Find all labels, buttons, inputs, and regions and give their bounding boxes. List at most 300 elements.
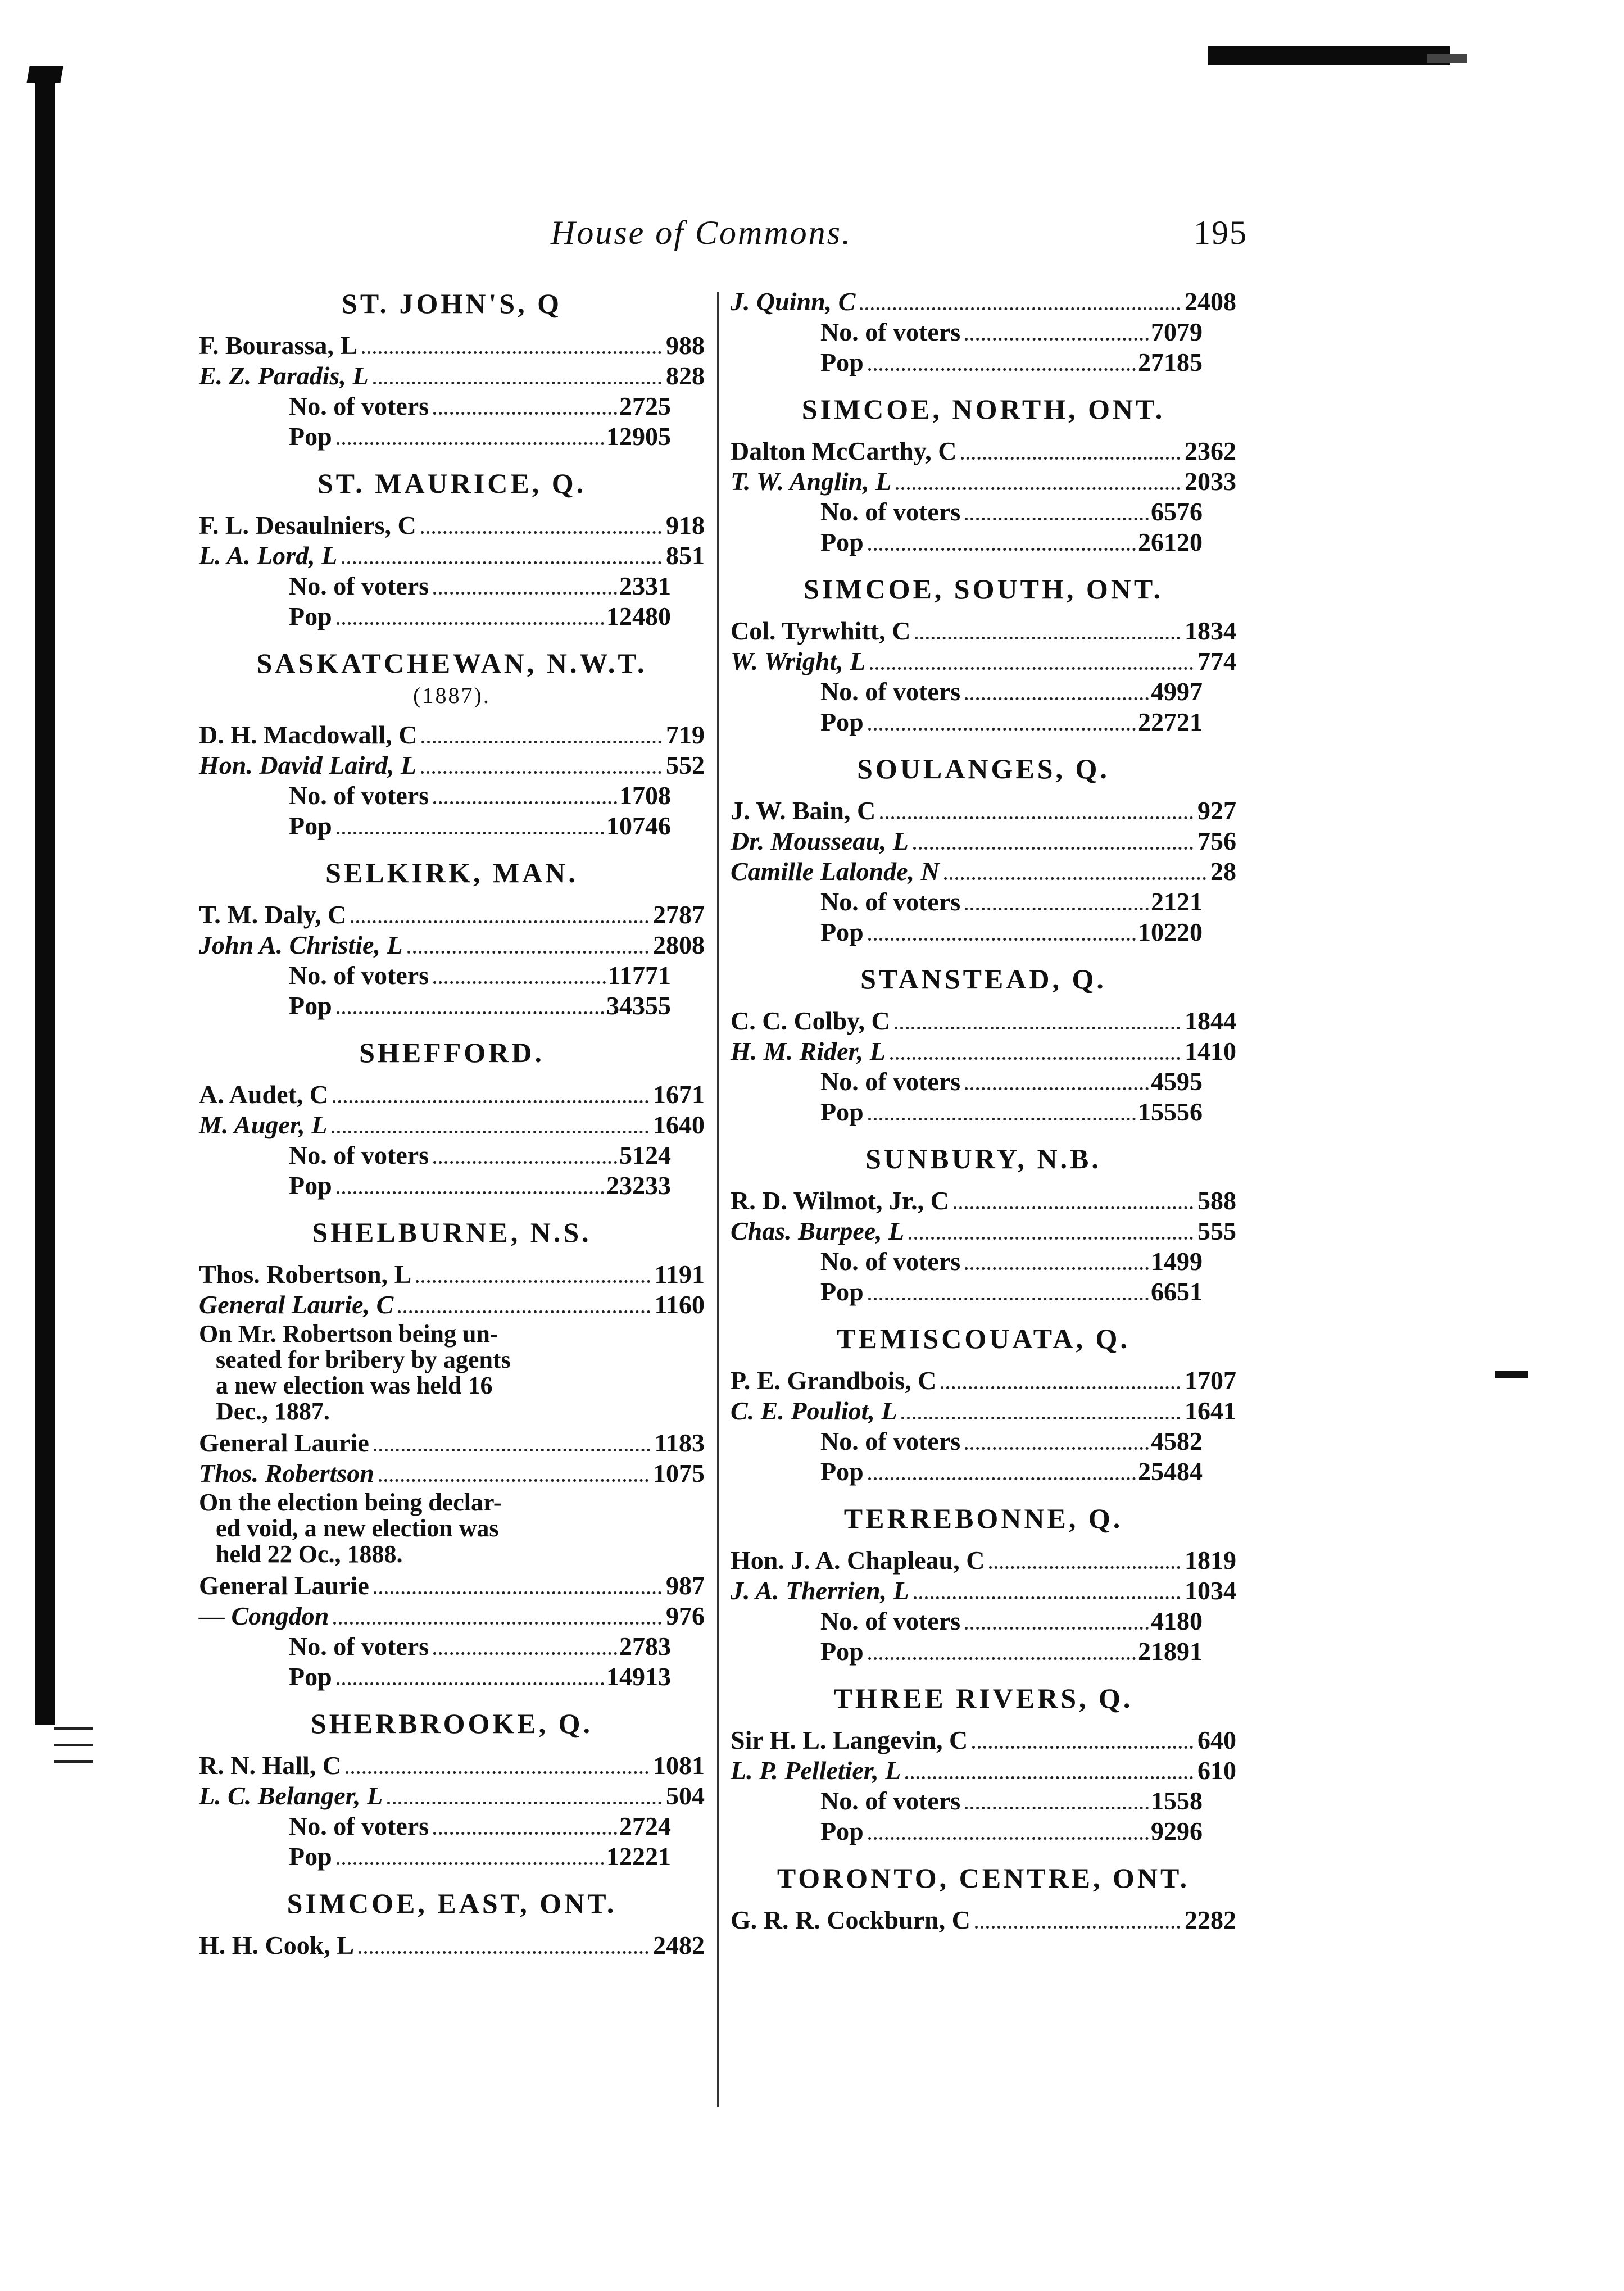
population-row: [731, 917, 1236, 947]
riding-heading: SHELBURNE, N.S.: [312, 1217, 592, 1248]
vote-count: 1191: [654, 1260, 705, 1289]
scan-artifact-bar: [1427, 54, 1467, 63]
candidate-name: Sir H. L. Langevin, C: [731, 1726, 968, 1754]
candidate-row: [199, 1750, 705, 1781]
candidate-name: Chas. Burpee, L: [731, 1217, 905, 1245]
vote-count: 14913: [606, 1662, 671, 1691]
candidate-row: [199, 1571, 705, 1601]
voters-row: [199, 960, 705, 991]
riding-heading: THREE RIVERS, Q.: [833, 1682, 1133, 1714]
vote-count: 1558: [1151, 1786, 1203, 1815]
candidate-row: [199, 1930, 705, 1961]
candidate-name: No. of voters: [820, 1067, 961, 1096]
leader-dots: [416, 1280, 650, 1283]
vote-count: 1183: [654, 1428, 705, 1457]
candidate-name: No. of voters: [820, 887, 961, 916]
candidate-name: L. A. Lord, L: [199, 541, 338, 570]
candidate-name: Dalton McCarthy, C: [731, 437, 957, 465]
vote-count: 1075: [653, 1459, 705, 1487]
population-row: [199, 991, 705, 1021]
candidate-name: C. E. Pouliot, L: [731, 1396, 897, 1425]
vote-count: 4180: [1151, 1607, 1203, 1635]
candidate-name: No. of voters: [289, 392, 429, 420]
candidate-name: Pop: [820, 348, 864, 376]
leader-dots: [915, 637, 1180, 639]
candidate-row: [199, 1458, 705, 1489]
vote-count: 1160: [654, 1290, 705, 1319]
riding-heading: SASKATCHEWAN, N.W.T.: [256, 647, 647, 679]
candidate-name: C. C. Colby, C: [731, 1006, 890, 1035]
candidate-row: [731, 1216, 1236, 1246]
vote-count: 34355: [606, 991, 671, 1020]
candidate-name: No. of voters: [289, 1632, 429, 1661]
leader-dots: [868, 1657, 1136, 1660]
population-row: [731, 1636, 1236, 1667]
vote-count: 10220: [1138, 918, 1203, 946]
vote-count: 2282: [1185, 1906, 1236, 1934]
candidate-name: H. M. Rider, L: [731, 1037, 886, 1065]
population-row: [731, 707, 1236, 737]
candidate-name: No. of voters: [289, 781, 429, 810]
leader-dots: [351, 920, 648, 923]
vote-count: 21891: [1138, 1637, 1203, 1666]
candidate-row: [199, 1110, 705, 1140]
leader-dots: [433, 1652, 617, 1655]
leader-dots: [860, 307, 1180, 310]
vote-count: 5124: [619, 1141, 671, 1169]
voters-row: [731, 1067, 1236, 1097]
candidate-name: General Laurie: [199, 1571, 369, 1600]
riding-block: [199, 466, 705, 632]
vote-count: 2408: [1185, 287, 1236, 316]
vote-count: 2808: [653, 931, 705, 959]
leader-dots: [868, 368, 1136, 371]
candidate-row: [731, 1365, 1236, 1396]
riding-block: [731, 287, 1236, 378]
candidate-row: [731, 1186, 1236, 1216]
population-row: [199, 1841, 705, 1872]
candidate-name: Pop: [289, 602, 332, 630]
vote-count: 719: [666, 720, 705, 749]
candidate-row: [731, 1576, 1236, 1606]
voters-row: [731, 317, 1236, 347]
voters-row: [731, 1426, 1236, 1457]
candidate-row: [731, 1755, 1236, 1786]
candidate-name: L. C. Belanger, L: [199, 1781, 383, 1810]
candidate-name: P. E. Grandbois, C: [731, 1366, 937, 1395]
leader-dots: [407, 951, 648, 954]
candidate-row: [731, 796, 1236, 826]
candidate-name: Hon. David Laird, L: [199, 751, 417, 779]
note-line: Dec., 1887.: [216, 1398, 330, 1425]
candidate-name: W. Wright, L: [731, 647, 866, 675]
vote-count: 2121: [1151, 887, 1203, 916]
leader-dots: [337, 1011, 604, 1014]
candidate-row: [199, 1601, 705, 1631]
note-line: seated for bribery by agents: [216, 1346, 511, 1373]
riding-block: [731, 1322, 1236, 1487]
candidate-row: [731, 856, 1236, 887]
vote-count: 1844: [1185, 1006, 1236, 1035]
riding-heading: SIMCOE, NORTH, ONT.: [801, 393, 1165, 425]
leader-dots: [433, 801, 617, 804]
candidate-row: [731, 1725, 1236, 1755]
candidate-name: No. of voters: [820, 1427, 961, 1455]
candidate-name: No. of voters: [820, 1786, 961, 1815]
candidate-name: Pop: [820, 1457, 864, 1486]
candidate-name: Dr. Mousseau, L: [731, 827, 909, 855]
candidate-name: Hon. J. A. Chapleau, C: [731, 1546, 985, 1575]
candidate-name: Pop: [820, 1277, 864, 1306]
riding-block: [199, 1707, 705, 1872]
candidate-name: Pop: [820, 528, 864, 556]
riding-block: [731, 962, 1236, 1127]
candidate-name: No. of voters: [289, 1141, 429, 1169]
riding-block: [199, 856, 705, 1021]
population-row: [199, 1662, 705, 1692]
binding-marks: [54, 1714, 93, 1776]
riding-heading: ST. MAURICE, Q.: [317, 468, 587, 499]
riding-block: [731, 1501, 1236, 1667]
vote-count: 1819: [1185, 1546, 1236, 1575]
riding-block: [731, 572, 1236, 737]
vote-count: 7079: [1151, 317, 1203, 346]
voters-row: [731, 1246, 1236, 1277]
leader-dots: [965, 1807, 1149, 1809]
leader-dots: [398, 1310, 650, 1313]
running-title: House of Commons.: [551, 214, 852, 251]
left-column: [199, 287, 705, 1975]
population-row: [731, 1816, 1236, 1847]
candidate-name: E. Z. Paradis, L: [199, 361, 369, 390]
leader-dots: [965, 1447, 1149, 1450]
candidate-name: General Laurie: [199, 1428, 369, 1457]
riding-block: [731, 1681, 1236, 1847]
leader-dots: [433, 1832, 617, 1835]
leader-dots: [868, 938, 1136, 941]
vote-count: 927: [1197, 796, 1236, 825]
candidate-name: No. of voters: [289, 571, 429, 600]
leader-dots: [333, 1622, 661, 1625]
vote-count: 610: [1197, 1756, 1236, 1785]
voters-row: [199, 391, 705, 421]
candidate-name: F. L. Desaulniers, C: [199, 511, 416, 539]
vote-count: 26120: [1138, 528, 1203, 556]
vote-count: 1708: [619, 781, 671, 810]
note-line: On Mr. Robertson being un-: [199, 1320, 498, 1348]
vote-count: 4595: [1151, 1067, 1203, 1096]
population-row: [731, 1097, 1236, 1127]
candidate-name: R. D. Wilmot, Jr., C: [731, 1186, 949, 1215]
candidate-name: Pop: [289, 811, 332, 840]
vote-count: 15556: [1138, 1097, 1203, 1126]
vote-count: 2725: [619, 392, 671, 420]
vote-count: 22721: [1138, 707, 1203, 736]
leader-dots: [421, 771, 661, 774]
candidate-name: John A. Christie, L: [199, 931, 403, 959]
leader-dots: [433, 592, 617, 595]
note-line: ed void, a new election was: [216, 1514, 499, 1542]
candidate-row: [199, 361, 705, 391]
candidate-name: M. Auger, L: [199, 1110, 328, 1139]
vote-count: 4997: [1151, 677, 1203, 706]
vote-count: 2482: [653, 1931, 705, 1959]
candidate-row: [731, 1036, 1236, 1067]
voters-row: [199, 781, 705, 811]
candidate-row: [199, 930, 705, 960]
candidate-row: [199, 510, 705, 541]
candidate-name: Thos. Robertson, L: [199, 1260, 412, 1289]
leader-dots: [337, 1191, 604, 1194]
leader-dots: [379, 1479, 648, 1482]
page-number: 195: [1194, 214, 1248, 251]
leader-dots: [965, 518, 1149, 520]
leader-dots: [905, 1776, 1193, 1779]
scan-artifact-bar: [1208, 46, 1450, 65]
candidate-name: Pop: [289, 1171, 332, 1200]
vote-count: 2724: [619, 1812, 671, 1840]
vote-count: 12905: [606, 422, 671, 451]
leader-dots: [421, 741, 661, 743]
voters-row: [731, 677, 1236, 707]
leader-dots: [333, 1100, 648, 1103]
candidate-row: [731, 287, 1236, 317]
vote-count: 988: [666, 331, 705, 360]
leader-dots: [332, 1131, 648, 1133]
leader-dots: [346, 1771, 648, 1774]
leader-dots: [965, 697, 1149, 700]
candidate-name: No. of voters: [289, 961, 429, 990]
candidate-name: Pop: [820, 918, 864, 946]
leader-dots: [909, 1237, 1193, 1240]
leader-dots: [890, 1057, 1180, 1060]
leader-dots: [913, 847, 1193, 850]
riding-block: [731, 1861, 1236, 1935]
vote-count: 1641: [1185, 1396, 1236, 1425]
vote-count: 6576: [1151, 497, 1203, 526]
leader-dots: [965, 338, 1149, 341]
vote-count: 12480: [606, 602, 671, 630]
candidate-name: Thos. Robertson: [199, 1459, 374, 1487]
riding-block: [731, 752, 1236, 947]
population-row: [199, 1171, 705, 1201]
candidate-name: G. R. R. Cockburn, C: [731, 1906, 970, 1934]
voters-row: [199, 571, 705, 601]
candidate-row: [731, 1006, 1236, 1036]
candidate-row: [731, 436, 1236, 466]
vote-count: 12221: [606, 1842, 671, 1871]
binding-edge: [35, 73, 55, 1725]
vote-count: 851: [666, 541, 705, 570]
election-note: [199, 1321, 705, 1424]
riding-heading: SHERBROOKE, Q.: [310, 1708, 593, 1739]
candidate-name: J. Quinn, C: [731, 287, 856, 316]
candidate-row: [199, 1781, 705, 1811]
candidate-name: Pop: [820, 1637, 864, 1666]
riding-heading: SIMCOE, EAST, ONT.: [287, 1888, 617, 1919]
vote-count: 2362: [1185, 437, 1236, 465]
vote-count: 11771: [607, 961, 671, 990]
riding-heading: SIMCOE, SOUTH, ONT.: [804, 573, 1163, 605]
candidate-name: H. H. Cook, L: [199, 1931, 355, 1959]
riding-block: [199, 287, 705, 452]
leader-dots: [868, 1118, 1136, 1120]
leader-dots: [433, 981, 605, 984]
vote-count: 1834: [1185, 616, 1236, 645]
leader-dots: [896, 487, 1180, 490]
vote-count: 828: [666, 361, 705, 390]
page-header: [551, 214, 1248, 258]
candidate-name: Pop: [820, 1817, 864, 1845]
candidate-row: [731, 826, 1236, 856]
vote-count: 27185: [1138, 348, 1203, 376]
candidate-name: A. Audet, C: [199, 1080, 329, 1109]
vote-count: 2787: [653, 900, 705, 929]
leader-dots: [387, 1802, 661, 1804]
leader-dots: [965, 1087, 1149, 1090]
leader-dots: [374, 1449, 650, 1451]
candidate-row: [731, 616, 1236, 646]
leader-dots: [337, 832, 604, 834]
leader-dots: [944, 877, 1206, 880]
candidate-name: D. H. Macdowall, C: [199, 720, 418, 749]
candidate-row: [731, 466, 1236, 497]
vote-count: 504: [666, 1781, 705, 1810]
candidate-name: Pop: [289, 1662, 332, 1691]
population-row: [199, 421, 705, 452]
leader-dots: [337, 442, 604, 445]
candidate-name: — Congdon: [199, 1602, 329, 1630]
riding-heading: ST. JOHN'S, Q: [342, 288, 562, 319]
candidate-row: [199, 720, 705, 750]
riding-heading: TERREBONNE, Q.: [843, 1503, 1123, 1534]
margin-mark: [1495, 1371, 1528, 1378]
riding-block: [199, 1886, 705, 1961]
leader-dots: [868, 728, 1136, 731]
candidate-name: No. of voters: [820, 317, 961, 346]
leader-dots: [972, 1746, 1193, 1749]
riding-heading: TORONTO, CENTRE, ONT.: [777, 1862, 1190, 1894]
vote-count: 2783: [619, 1632, 671, 1661]
leader-dots: [421, 531, 661, 534]
candidate-row: [199, 1079, 705, 1110]
leader-dots: [342, 561, 661, 564]
vote-count: 918: [666, 511, 705, 539]
candidate-row: [199, 1428, 705, 1458]
vote-count: 2331: [619, 571, 671, 600]
leader-dots: [870, 667, 1193, 670]
candidate-name: R. N. Hall, C: [199, 1751, 341, 1780]
candidate-row: [199, 330, 705, 361]
candidate-row: [731, 646, 1236, 677]
candidate-name: L. P. Pelletier, L: [731, 1756, 901, 1785]
riding-block: [731, 1142, 1236, 1307]
candidate-name: J. W. Bain, C: [731, 796, 876, 825]
candidate-name: Col. Tyrwhitt, C: [731, 616, 911, 645]
candidate-row: [199, 750, 705, 781]
riding-heading: TEMISCOUATA, Q.: [837, 1323, 1130, 1354]
candidate-row: [199, 900, 705, 930]
candidate-name: No. of voters: [820, 497, 961, 526]
candidate-name: T. W. Anglin, L: [731, 467, 892, 496]
leader-dots: [961, 457, 1180, 460]
leader-dots: [975, 1926, 1180, 1929]
leader-dots: [373, 382, 661, 384]
candidate-name: No. of voters: [820, 1247, 961, 1276]
leader-dots: [895, 1027, 1180, 1029]
voters-row: [199, 1811, 705, 1841]
vote-count: 1034: [1185, 1576, 1236, 1605]
riding-block: [199, 1215, 705, 1692]
leader-dots: [965, 908, 1149, 910]
leader-dots: [337, 1862, 604, 1865]
leader-dots: [965, 1627, 1149, 1630]
leader-dots: [433, 1161, 617, 1164]
candidate-name: F. Bourassa, L: [199, 331, 358, 360]
column-divider: [717, 292, 719, 2107]
vote-count: 25484: [1138, 1457, 1203, 1486]
vote-count: 6651: [1151, 1277, 1203, 1306]
vote-count: 1640: [653, 1110, 705, 1139]
vote-count: 10746: [606, 811, 671, 840]
candidate-name: Camille Lalonde, N: [731, 857, 940, 886]
leader-dots: [965, 1267, 1149, 1270]
candidate-row: [199, 1259, 705, 1290]
candidate-name: T. M. Daly, C: [199, 900, 347, 929]
candidate-name: General Laurie, C: [199, 1290, 394, 1319]
vote-count: 1410: [1185, 1037, 1236, 1065]
riding-heading: STANSTEAD, Q.: [860, 963, 1106, 995]
candidate-name: No. of voters: [820, 677, 961, 706]
vote-count: 1081: [653, 1751, 705, 1780]
vote-count: 28: [1210, 857, 1236, 886]
vote-count: 756: [1197, 827, 1236, 855]
candidate-name: Pop: [289, 1842, 332, 1871]
candidate-name: Pop: [820, 1097, 864, 1126]
riding-heading: SOULANGES, Q.: [857, 753, 1110, 784]
vote-count: 987: [666, 1571, 705, 1600]
riding-heading: SHEFFORD.: [359, 1037, 545, 1068]
vote-count: 2033: [1185, 467, 1236, 496]
leader-dots: [954, 1206, 1193, 1209]
voters-row: [731, 1606, 1236, 1636]
leader-dots: [880, 816, 1193, 819]
vote-count: 640: [1197, 1726, 1236, 1754]
population-row: [731, 1277, 1236, 1307]
candidate-row: [731, 1545, 1236, 1576]
population-row: [731, 347, 1236, 378]
leader-dots: [941, 1386, 1180, 1389]
candidate-name: J. A. Therrien, L: [731, 1576, 909, 1605]
leader-dots: [868, 1837, 1149, 1840]
leader-dots: [868, 548, 1136, 551]
leader-dots: [374, 1591, 661, 1594]
vote-count: 774: [1197, 647, 1236, 675]
note-line: a new election was held 16: [216, 1372, 493, 1399]
note-line: On the election being declar-: [199, 1489, 502, 1516]
leader-dots: [868, 1298, 1149, 1300]
voters-row: [731, 887, 1236, 917]
riding-heading: SUNBURY, N.B.: [865, 1143, 1101, 1174]
candidate-name: Pop: [820, 707, 864, 736]
vote-count: 552: [666, 751, 705, 779]
candidate-row: [731, 1905, 1236, 1935]
riding-heading: SELKIRK, MAN.: [325, 857, 578, 888]
population-row: [731, 527, 1236, 557]
leader-dots: [359, 1951, 648, 1954]
leader-dots: [337, 1682, 604, 1685]
vote-count: 976: [666, 1602, 705, 1630]
